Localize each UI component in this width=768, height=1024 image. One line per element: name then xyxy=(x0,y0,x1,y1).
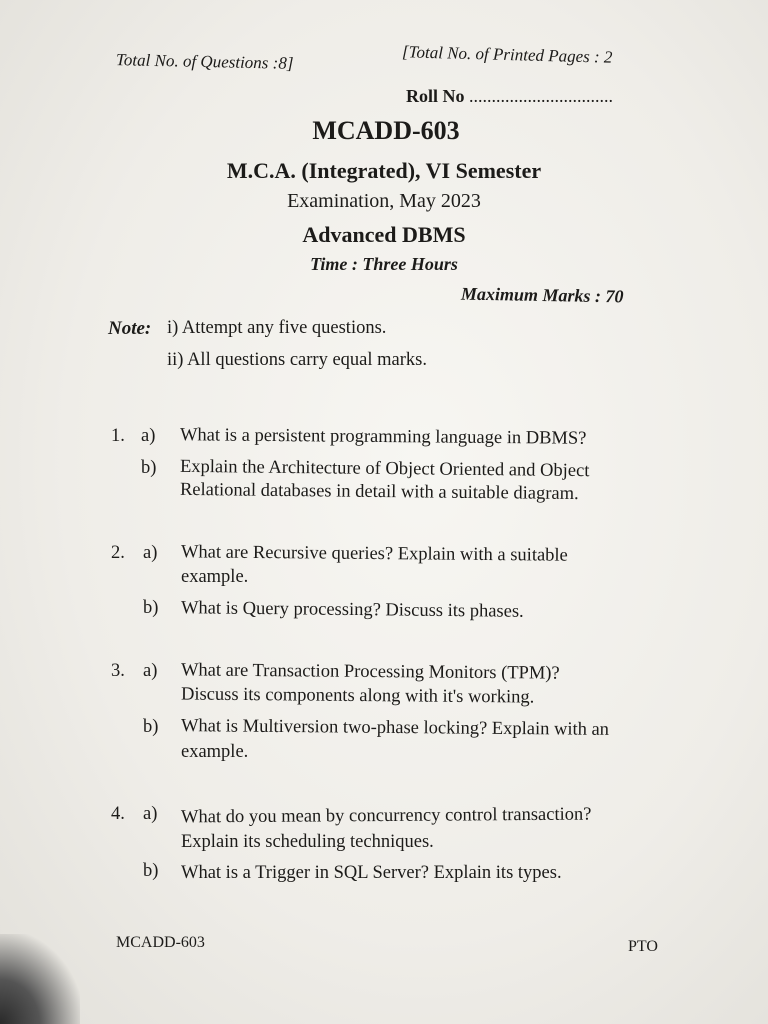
total-questions: Total No. of Questions :8] xyxy=(115,50,294,73)
roll-dots: ................................ xyxy=(469,86,613,106)
part-label: a) xyxy=(143,804,158,824)
part-label: a) xyxy=(141,426,156,446)
question-number: 2. xyxy=(111,543,125,563)
note-item-text: Attempt any five questions. xyxy=(181,318,387,338)
roll-number-field xyxy=(406,86,613,107)
part-label: b) xyxy=(143,598,159,618)
question-number: 4. xyxy=(111,804,125,824)
note-item-number: ii) xyxy=(167,350,184,370)
part-label: a) xyxy=(143,661,158,681)
footer-pto: PTO xyxy=(628,938,658,955)
footer-paper-code: MCADD-603 xyxy=(116,934,205,951)
paper-code: MCADD-603 xyxy=(312,116,460,145)
question-text-line: What is Multiversion two-phase locking? Explain with an xyxy=(180,716,610,740)
page-edge-shadow xyxy=(0,934,80,1024)
question-text-line: What is Query processing? Discuss its phases. xyxy=(180,598,524,622)
question-text-line: What do you mean by concurrency control transaction? xyxy=(180,804,592,828)
question-text-line: What are Transaction Processing Monitors (TPM)? xyxy=(180,660,560,684)
course-title: M.C.A. (Integrated), VI Semester xyxy=(226,158,542,183)
question-number: 3. xyxy=(111,661,125,681)
question-text-line: What is a persistent programming language in DBMS? xyxy=(179,425,587,449)
question-text-line: Explain its scheduling techniques. xyxy=(181,832,434,852)
time-allowed: Time : Three Hours xyxy=(310,254,458,274)
maximum-marks: Maximum Marks : 70 xyxy=(460,283,624,307)
question-text-line: What is a Trigger in SQL Server? Explain its types. xyxy=(181,863,562,883)
roll-label: Roll No xyxy=(406,86,465,106)
exam-session: Examination, May 2023 xyxy=(287,190,481,212)
note-item-text: All questions carry equal marks. xyxy=(187,350,427,370)
question-number: 1. xyxy=(111,426,125,446)
part-label: a) xyxy=(143,543,158,563)
printed-pages: [Total No. of Printed Pages : 2 xyxy=(401,42,613,67)
note-item xyxy=(167,350,427,371)
question-text-line: Explain the Architecture of Object Oriented and Object xyxy=(179,456,590,482)
note-item-number: i) xyxy=(167,318,179,338)
part-label: b) xyxy=(143,717,159,737)
part-label: b) xyxy=(143,861,159,881)
question-text-line: Discuss its components along with it's working. xyxy=(180,684,535,708)
question-text-line: example. xyxy=(181,567,249,587)
note-label: Note: xyxy=(108,318,152,339)
question-text-line: Relational databases in detail with a suitable diagram. xyxy=(179,479,579,505)
question-text-line: example. xyxy=(181,742,249,762)
note-item xyxy=(167,318,386,339)
part-label: b) xyxy=(141,458,157,478)
question-text-line: What are Recursive queries? Explain with a suitable xyxy=(180,542,568,566)
subject-title: Advanced DBMS xyxy=(302,222,466,247)
